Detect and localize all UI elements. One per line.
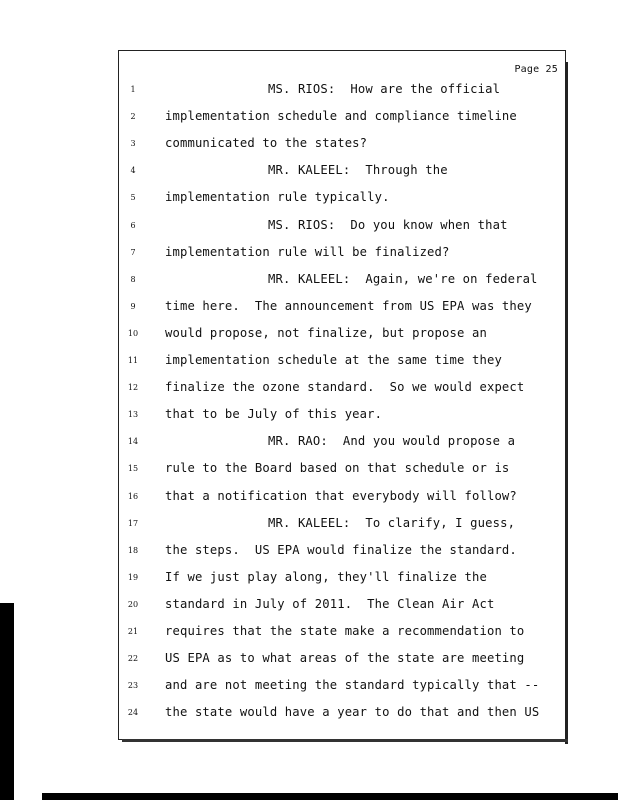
line-number: 9	[130, 301, 136, 311]
transcript-line	[0, 597, 618, 624]
line-text: MS. RIOS: How are the official	[268, 82, 501, 96]
line-text: MR. KALEEL: Through the	[268, 163, 448, 178]
transcript-line	[0, 163, 618, 190]
line-number: 6	[130, 220, 136, 230]
line-number: 12	[127, 383, 139, 393]
page-number: Page 25	[514, 64, 558, 75]
line-text: the state would have a year to do that and then US	[165, 705, 540, 720]
transcript-line	[0, 380, 618, 407]
transcript-line	[0, 570, 618, 597]
transcript-line	[0, 407, 618, 434]
transcript-line	[0, 136, 618, 163]
line-number: 13	[127, 410, 139, 420]
line-number: 8	[130, 274, 136, 284]
line-text: that to be July of this year.	[165, 407, 383, 422]
line-number: 23	[127, 681, 139, 691]
line-number: 11	[127, 356, 139, 365]
line-number: 14	[127, 437, 139, 447]
line-number: 22	[127, 654, 139, 664]
line-text: MS. RIOS: Do you know when that	[268, 217, 508, 232]
line-number: 5	[130, 193, 136, 203]
scan-artifact-bottom-bar	[42, 793, 618, 800]
line-number: 24	[127, 708, 139, 718]
scan-artifact-left-bar	[0, 603, 14, 800]
line-text: implementation schedule and compliance timeline	[165, 109, 517, 124]
transcript-line	[0, 489, 618, 516]
line-text: US EPA as to what areas of the state are meeting	[165, 651, 525, 666]
line-text: MR. KALEEL: To clarify, I guess,	[268, 515, 516, 530]
page-edge-shadow-bottom	[122, 739, 568, 742]
line-number: 3	[130, 139, 136, 149]
transcript-line	[0, 82, 618, 109]
transcript-line	[0, 516, 618, 543]
transcript-line	[0, 299, 618, 326]
line-text: finalize the ozone standard. So we would expect	[165, 380, 525, 395]
transcript-line	[0, 190, 618, 217]
line-text: time here. The announcement from US EPA was they	[165, 298, 532, 313]
transcript-line	[0, 218, 618, 245]
line-text: implementation rule will be finalized?	[165, 244, 450, 259]
transcript-line	[0, 461, 618, 488]
line-text: rule to the Board based on that schedule or is	[165, 461, 510, 476]
transcript-line	[0, 326, 618, 353]
line-number: 10	[127, 328, 139, 338]
line-number: 1	[130, 85, 136, 94]
line-text: implementation rule typically.	[165, 190, 390, 205]
line-text: If we just play along, they'll finalize the	[165, 569, 487, 584]
transcript-line	[0, 109, 618, 136]
transcript-line	[0, 624, 618, 651]
transcript-line	[0, 705, 618, 732]
line-text: MR. RAO: And you would propose a	[268, 434, 516, 449]
line-text: and are not meeting the standard typically that --	[165, 678, 540, 693]
line-text: requires that the state make a recommendation to	[165, 624, 525, 638]
line-number: 7	[130, 247, 136, 257]
transcript-line	[0, 434, 618, 461]
line-number: 4	[130, 166, 136, 176]
line-text: MR. KALEEL: Again, we're on federal	[268, 271, 538, 286]
line-text: would propose, not finalize, but propose an	[165, 325, 487, 340]
transcript-line	[0, 678, 618, 705]
line-number: 18	[127, 545, 139, 555]
transcript-line	[0, 651, 618, 678]
line-number: 16	[127, 491, 139, 501]
line-number: 19	[127, 572, 139, 582]
line-text: that a notification that everybody will follow?	[165, 488, 517, 503]
line-text: the steps. US EPA would finalize the standard.	[165, 542, 517, 557]
transcript-line	[0, 272, 618, 299]
line-number: 2	[130, 112, 136, 122]
transcript-line	[0, 353, 618, 380]
transcript-line	[0, 543, 618, 570]
line-number: 21	[127, 627, 139, 636]
line-number: 20	[127, 599, 139, 609]
line-text: standard in July of 2011. The Clean Air Act	[165, 596, 495, 611]
transcript-line	[0, 245, 618, 272]
line-text: implementation schedule at the same time they	[165, 353, 502, 367]
line-number: 17	[127, 518, 139, 528]
line-number: 15	[127, 464, 139, 474]
line-text: communicated to the states?	[165, 136, 368, 151]
